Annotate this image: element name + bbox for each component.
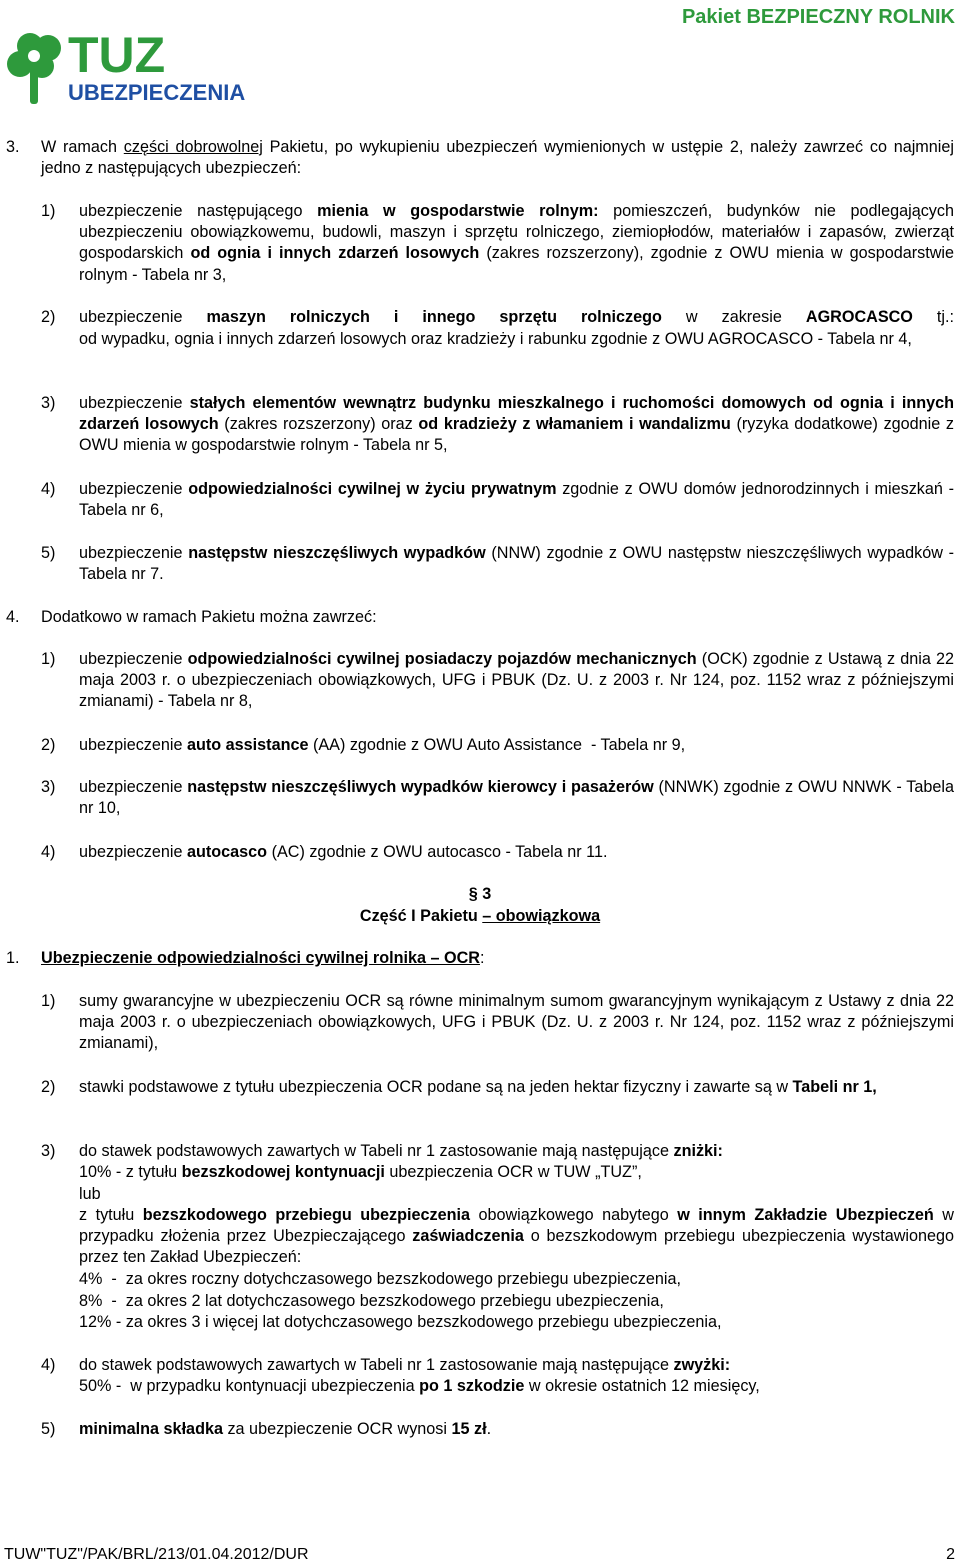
item-number: 4) [41, 1356, 56, 1374]
ocr-rate-line: 4% - za okres roczny dotychczasowego bezszkodowego przebiegu ubezpieczenia, [79, 1270, 681, 1288]
section-number: 4. [6, 608, 20, 626]
paragraph-sign: § 3 [468, 885, 492, 903]
item-number: 3) [41, 778, 56, 796]
logo-brand-text: TUZ [68, 27, 166, 83]
ocr-item-4-line2: 50% - w przypadku kontynuacji ubezpieczenia po 1 szkodzie w okresie ostatnich 12 miesięcy, [79, 1377, 760, 1395]
section-3-intro: W ramach części dobrowolnej Pakietu, po wykupieniu ubezpieczeń wymienionych w ustępie 2, należy zawrzeć co najmniej jedno z następujących ubezpieczeń: [41, 138, 954, 178]
item-number: 5) [41, 544, 56, 562]
s3-item-3: ubezpieczenie stałych elementów wewnątrz budynku mieszkalnego i ruchomości domowych od ognia i innych zdarzeń losowych (zakres rozszerzony) oraz od kradzieży z włamaniem i wandalizmu (ryzyka dodatkowe) zgodnie z OWU mienia w gospodarstwie rolnym - Tabela nr 5, [79, 394, 954, 455]
ocr-item-4-line1: do stawek podstawowych zawartych w Tabeli nr 1 zastosowanie mają następujące zwyżki: [79, 1356, 731, 1374]
item-number: 2) [41, 308, 56, 326]
item-number: 5) [41, 1420, 56, 1438]
s4-item-1: ubezpieczenie odpowiedzialności cywilnej posiadaczy pojazdów mechanicznych (OCK) zgodnie z Ustawą z dnia 22 maja 2003 r. o ubezpieczeniach obowiązkowych, UFG i PBUK (Dz. U. z 2003 r. Nr 124, poz. 1152 wraz z późniejszymi zmianami) - Tabela nr 8, [79, 650, 954, 711]
item-number: 4) [41, 843, 56, 861]
section-4-intro: Dodatkowo w ramach Pakietu można zawrzeć: [41, 608, 377, 626]
document-header-title: Pakiet BEZPIECZNY ROLNIK [681, 6, 955, 28]
s3-item-1: ubezpieczenie następującego mienia w gospodarstwie rolnym: pomieszczeń, budynków nie podlegających ubezpieczeniu obowiązkowemu, budowli, maszyn i sprzętu rolniczego, ziemiopłodów, materiałów i zapasów, zwierząt gospodarskich od ognia i innych zdarzeń losowych (zakres rozszerzony), zgodnie z OWU mienia w gospodarstwie rolnym - Tabela nr 3, [79, 202, 955, 284]
s4-item-3: ubezpieczenie następstw nieszczęśliwych wypadków kierowcy i pasażerów (NNWK) zgodnie z OWU NNWK - Tabela nr 10, [79, 778, 954, 818]
s3-item-4: ubezpieczenie odpowiedzialności cywilnej w życiu prywatnym zgodnie z OWU domów jednorodzinnych i mieszkań - Tabela nr 6, [79, 480, 955, 520]
item-number: 2) [41, 1078, 56, 1096]
page-number: 2 [946, 1546, 955, 1563]
tuz-logo [4, 26, 266, 106]
chapter-title: Część I Pakietu – obowiązkowa [359, 907, 601, 925]
ocr-rate-line: 12% - za okres 3 i więcej lat dotychczasowego bezszkodowego przebiegu ubezpieczenia, [79, 1313, 722, 1331]
document-code: TUW"TUZ"/PAK/BRL/213/01.04.2012/DUR [4, 1546, 309, 1563]
s4-item-4: ubezpieczenie autocasco (AC) zgodnie z OWU autocasco - Tabela nr 11. [79, 843, 608, 861]
ocr-item-3-para: z tytułu bezszkodowego przebiegu ubezpieczenia obowiązkowego nabytego w innym Zakładzie Ubezpieczeń w przypadku złożenia przez Ubezpieczającego zaświadczenia o bezszkodowym przebiegu ubezpieczenia wystawionego przez ten Zakład Ubezpieczeń: [79, 1206, 954, 1267]
section-number: 1. [6, 949, 20, 967]
s3-item-5: ubezpieczenie następstw nieszczęśliwych wypadków (NNW) zgodnie z OWU następstw nieszczęśliwych wypadków - Tabela nr 7. [79, 544, 955, 584]
ocr-item-3-line2: 10% - z tytułu bezszkodowej kontynuacji ubezpieczenia OCR w TUW „TUZ”, [79, 1163, 642, 1181]
ocr-item-3-line1: do stawek podstawowych zawartych w Tabeli nr 1 zastosowanie mają następujące zniżki: [79, 1142, 723, 1160]
item-number: 3) [41, 1142, 56, 1160]
ocr-item-2: stawki podstawowe z tytułu ubezpieczenia OCR podane są na jeden hektar fizyczny i zawarte są w Tabeli nr 1, [79, 1078, 877, 1096]
s4-item-2: ubezpieczenie auto assistance (AA) zgodnie z OWU Auto Assistance - Tabela nr 9, [79, 736, 686, 754]
clover-icon [4, 26, 266, 106]
ocr-item-3-lub: lub [79, 1185, 101, 1203]
ocr-item-5: minimalna składka za ubezpieczenie OCR wynosi 15 zł. [79, 1420, 492, 1438]
item-number: 1) [41, 650, 56, 668]
section-number: 3. [6, 138, 20, 156]
s3-item-2-line: ubezpieczenie maszyn rolniczych i innego sprzętu rolniczego w zakresie AGROCASCO tj.: [79, 308, 954, 326]
item-number: 4) [41, 480, 56, 498]
item-number: 1) [41, 992, 56, 1010]
logo-sub-text: UBEZPIECZENIA [68, 80, 246, 105]
item-number: 3) [41, 394, 56, 412]
ocr-heading: Ubezpieczenie odpowiedzialności cywilnej rolnika – OCR: [41, 949, 485, 967]
ocr-rate-line: 8% - za okres 2 lat dotychczasowego bezszkodowego przebiegu ubezpieczenia, [79, 1292, 664, 1310]
item-number: 2) [41, 736, 56, 754]
ocr-item-1: sumy gwarancyjne w ubezpieczeniu OCR są równe minimalnym sumom gwarancyjnym wynikającym z Ustawy z dnia 22 maja 2003 r. o ubezpieczeniach obowiązkowych, UFG i PBUK (Dz. U. z 2003 r. Nr 124, poz. 1152 wraz z późniejszymi zmianami), [79, 992, 954, 1053]
item-number: 1) [41, 202, 56, 220]
s3-item-2-cont: od wypadku, ognia i innych zdarzeń losowych oraz kradzieży i rabunku zgodnie z OWU AGROCASCO - Tabela nr 4, [79, 330, 912, 348]
